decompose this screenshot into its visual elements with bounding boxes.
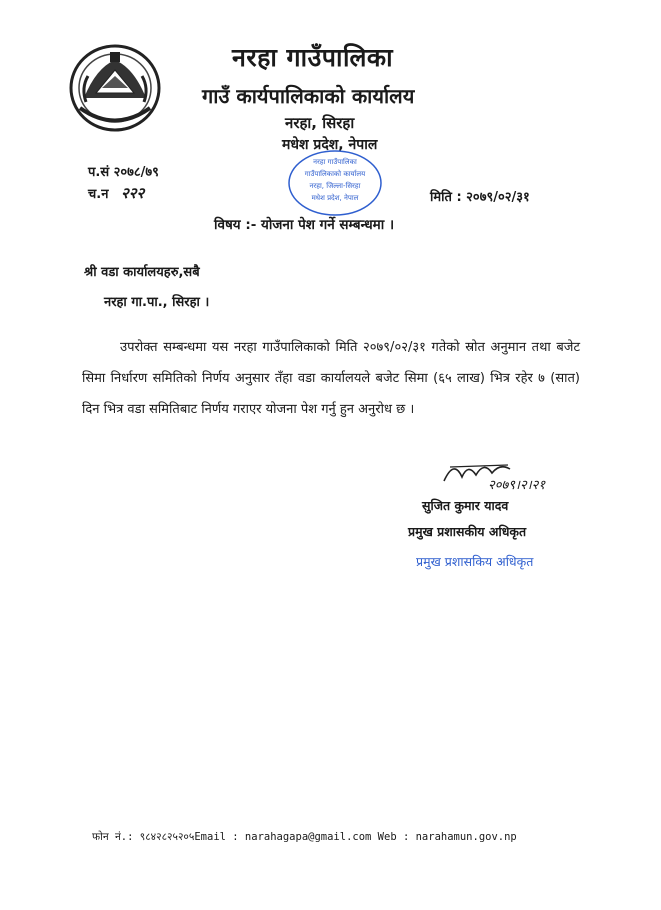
- letter-body: उपरोक्त सम्बन्धमा यस नरहा गाउँपालिकाको मिति २०७९/०२/३१ गतेको स्रोत अनुमान तथा बजेट सिमा निर्धारण समितिको निर्णय अनुसार तँहा वडा कार्यालयले बजेट सिमा (६५ लाख) भित्र रहेर ७ (सात) दिन भित्र वडा समितिबाट निर्णय गराएर योजना पेश गर्नु हुन अनुरोध छ ।: [82, 340, 580, 417]
- recipient-line-2: नरहा गा.पा., सिरहा ।: [104, 295, 210, 310]
- subject-line: विषय :- योजना पेश गर्ने सम्बन्धमा ।: [214, 217, 395, 233]
- office-heading: गाउँ कार्यपालिकाको कार्यालय: [202, 84, 415, 108]
- nepal-emblem-logo: [66, 38, 164, 134]
- location-line: नरहा, सिरहा: [285, 114, 355, 132]
- stamp-line: गाउँपालिकाको कार्यालय: [304, 170, 366, 178]
- cn-label: च.न: [88, 187, 109, 202]
- office-stamp: [285, 148, 385, 218]
- cn-reference: [88, 183, 144, 203]
- stamp-line: मधेश प्रदेश, नेपाल: [311, 194, 359, 202]
- ps-reference: प.सं २०७८/७९: [88, 165, 159, 180]
- org-name-heading: नरहा गाउँपालिका: [232, 43, 394, 72]
- stamp-line: नरहा गाउँपालिका: [313, 158, 357, 166]
- contact-footer: फोन नं.: ९८४२८२५२०५Email : narahagapa@gmail.com Web : narahamun.gov.np: [92, 831, 517, 843]
- recipient-line-1: श्री वडा कार्यालयहरु,सबै: [84, 265, 200, 280]
- cn-handwritten-value: २२२: [120, 184, 145, 202]
- signatory-title: प्रमुख प्रशासकीय अधिकृत: [408, 524, 527, 539]
- signature-date: २०७९।२।२१: [488, 478, 546, 493]
- letter-date: मिति : २०७९/०२/३१: [430, 190, 530, 205]
- signatory-name: सुजित कुमार यादव: [422, 498, 509, 513]
- stamp-line: नरहा, जिल्ला-सिरहा: [309, 182, 361, 190]
- province-line: मधेश प्रदेश, नेपाल: [282, 137, 378, 153]
- title-stamp: प्रमुख प्रशासकिय अधिकृत: [416, 554, 534, 569]
